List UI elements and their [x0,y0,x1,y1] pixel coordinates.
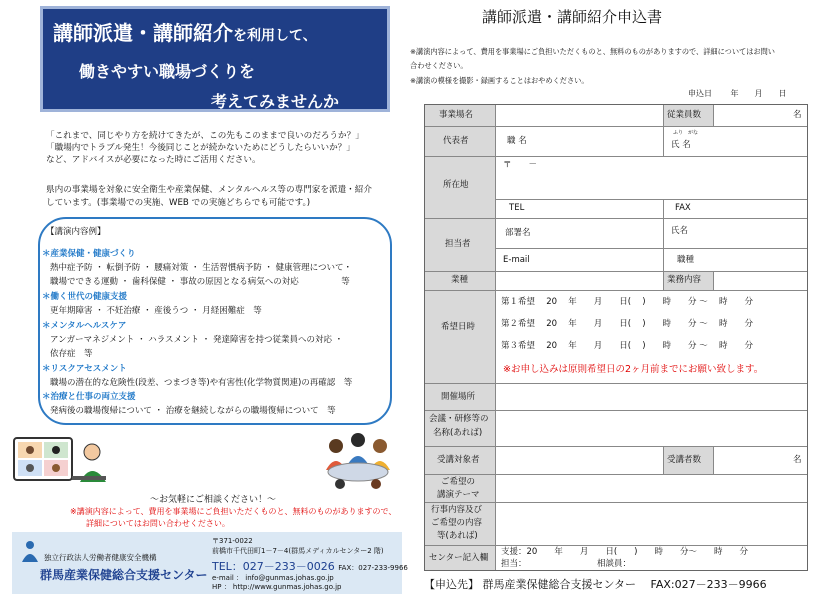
category-detail: アンガーマネジメント ・ ハラスメント ・ 発達障害を持つ従業員への対応 ・ [50,335,344,345]
agenda-field[interactable] [499,505,799,543]
label-name-ruby: ふり がな [673,130,699,136]
attendees-field[interactable] [717,449,781,471]
label-industry: 業種 [451,275,469,285]
email-field[interactable] [545,251,657,268]
business-field[interactable] [717,273,801,288]
label-preferred-datetime: 希望日時 [441,322,476,332]
label-tel: TEL [509,203,525,213]
address-field[interactable] [499,173,799,197]
category-detail: 職場でできる運動 ・ 歯科保健 ・ 事故の原因となる病気への対応 等 [50,277,350,287]
banner-subtitle-1: 働きやすい職場づくりを [79,62,256,81]
theme-field[interactable] [499,477,799,499]
online-meeting-illustration [10,432,110,490]
contact-name-field[interactable] [701,221,801,245]
employees-field[interactable] [717,107,777,124]
send-to-info: 【申込先】 群馬産業保健総合支援センター FAX:027－233－9966 [424,578,767,591]
category-detail: 更年期障害 ・ 不妊治療 ・ 産後うつ ・ 月経困難症 等 [50,306,262,316]
form-title: 講師派遣・講師紹介申込書 [482,8,663,26]
preference-2[interactable]: 第２希望 20 年 月 日( ) 時 分 ～ 時 分 [501,319,753,329]
homepage-link[interactable]: HP ： http://www.gunmas.johas.go.jp [212,583,342,591]
label-employees: 従業員数 [667,110,702,120]
label-audience: 受講対象者 [437,455,480,465]
label-staff: 担当： [501,559,527,569]
label-venue: 開催場所 [441,392,476,402]
postal-code: 〒371-0022 [212,537,253,545]
workplace-field[interactable] [499,107,659,124]
venue-field[interactable] [499,387,799,407]
email-address[interactable]: e-mail ： info@gunmas.johas.go.jp [212,574,334,582]
label-title-role: 職 名 [507,136,527,146]
label-email: E-mail [503,255,530,265]
tel-field[interactable] [535,201,659,216]
fee-note: ※講演内容によって、費用を事業場にご負担いただくものと、無料のものがありますので、 [70,507,397,516]
representative-name-field[interactable] [705,129,801,153]
fee-note: 詳細についてはお問い合わせください。 [86,519,230,528]
label-theme: ご希望の [441,477,476,487]
banner-subtitle-2: 考えてみませんか [211,92,340,111]
label-contact: 担当者 [445,239,471,249]
position-field[interactable] [701,251,801,268]
phone-number: TEL：027－233－0026 FAX：027-233-9966 [212,560,408,573]
lecture-name-field[interactable] [499,413,799,443]
form-note: ※講演内容によって、費用を事業場にご負担いただくものと、無料のものがありますので、詳細についてはお問い [410,47,775,56]
label-dept: 部署名 [505,228,531,238]
address: 前橋市千代田町1－7－4(群馬メディカルセンター2 階) [212,547,384,555]
postal-mark: 〒 － [503,160,538,170]
label-contact-name: 氏名 [671,226,689,236]
application-date[interactable]: 申込日 年 月 日 [688,89,787,98]
label-workplace: 事業場名 [439,110,474,120]
label-business: 業務内容 [667,275,702,285]
application-form-table [424,104,808,571]
label-agenda: 行事内容及び [431,505,483,515]
organization-logo-icon [20,540,40,564]
form-note: 合わせください。 [410,61,468,70]
category-title: ＊治療と仕事の両立支援 [42,392,136,402]
banner-title: 講師派遣・講師紹介を利用して、 [53,21,317,45]
lecture-examples-box [38,217,392,425]
audience-field[interactable] [499,449,659,471]
label-center-use: センター記入欄 [429,553,489,563]
label-lecture-name-2: 名称(あれば) [433,428,483,438]
category-detail: 依存症 等 [50,349,93,359]
preference-3[interactable]: 第３希望 20 年 月 日( ) 時 分 ～ 時 分 [501,341,753,351]
label-fax: FAX [675,203,691,213]
category-title: ＊働く世代の健康支援 [42,292,128,302]
label-agenda-3: 等(あれば) [437,531,478,541]
label-position: 職種 [677,255,695,265]
intro-line: 「職場内でトラブル発生！今後同じことが続かないためにどうしたらいいか？」 [46,143,355,153]
category-title: ＊メンタルヘルスケア [42,321,127,331]
category-title: ＊リスクアセスメント [42,364,127,374]
unit-label: 名 [793,110,802,120]
intro-line: 県内の事業場を対象に安全衛生や産業保健、メンタルヘルス等の専門家を派遣・紹介 [46,185,372,195]
form-note: ※講演の模様を撮影・録画することはおやめください。 [410,76,589,85]
label-column [425,105,495,570]
category-detail: 発病後の職場復帰について ・ 治療を継続しながらの職場復帰について 等 [50,406,336,416]
intro-line: 「これまで、同じやり方を続けてきたが、この先もこのままで良いのだろうか？」 [46,131,364,141]
unit-label: 名 [793,455,802,465]
label-attendees: 受講者数 [667,455,702,465]
category-title: ＊産業保健・健康づくり [42,249,136,259]
label-agenda-2: ご希望の内容 [431,518,483,528]
category-detail: 熱中症予防 ・ 転倒予防 ・ 腰痛対策 ・ 生活習慣病予防 ・ 健康管理について・ [50,263,352,273]
label-name: 氏 名 [671,140,691,150]
consult-message: ～お気軽にご相談ください！～ [150,495,277,505]
examples-heading: 【講演内容例】 [46,227,106,237]
center-name: 群馬産業保健総合支援センター [40,568,208,582]
title-role-field[interactable] [545,129,655,153]
category-detail: 職場の潜在的な危険性(段差、つまづき等)や有害性(化学物質関連)の再確認 等 [50,378,353,388]
parent-organization: 独立行政法人労働者健康安全機構 [44,553,157,562]
fax-field[interactable] [701,201,801,216]
dept-field[interactable] [545,221,657,245]
deadline-note: ※お申し込みは原則希望日の2ヶ月前までにお願い致します。 [503,364,764,375]
industry-field[interactable] [499,273,659,288]
support-datetime: 支援：20 年 月 日( ) 時 分～ 時 分 [501,547,748,557]
intro-line: しています。(事業場での実施、WEB での実施どちらでも可能です。) [46,198,311,208]
label-lecture-name: 会議・研修等の [429,414,489,424]
intro-line: など、アドバイスが必要になった時にご活用ください。 [46,155,261,165]
headline-banner [40,6,390,112]
label-theme-2: 講演テーマ [437,490,480,500]
group-discussion-illustration [318,430,398,490]
preference-1[interactable]: 第１希望 20 年 月 日( ) 時 分 ～ 時 分 [501,297,753,307]
label-address: 所在地 [443,180,469,190]
organization-footer [12,532,408,594]
label-representative: 代表者 [443,136,469,146]
label-consultant: 相談員： [597,559,632,569]
